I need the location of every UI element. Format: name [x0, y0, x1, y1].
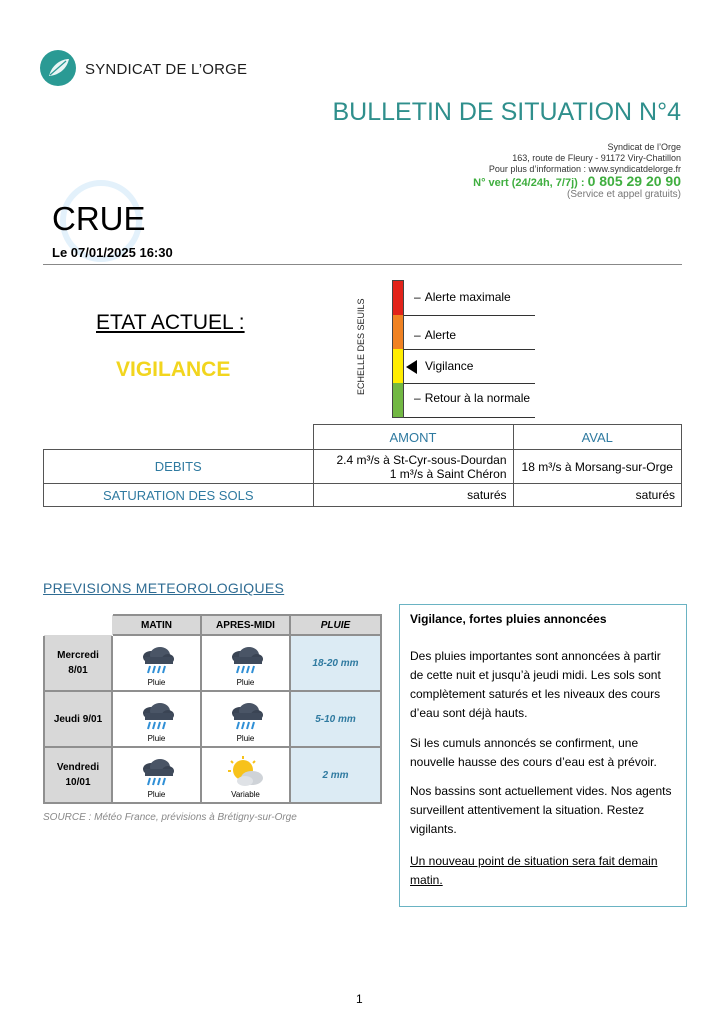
rain-cloud-icon: [228, 702, 264, 732]
day-label: Mercredi 8/01: [44, 635, 112, 691]
amont-saturation-cell: saturés: [313, 484, 513, 507]
green-number-label: N° vert (24/24h, 7/7j) :: [473, 177, 585, 189]
empty-cell: [44, 425, 314, 450]
empty-cell: [44, 615, 112, 635]
scale-label: ECHELLE DES SEUILS: [356, 298, 366, 395]
level-label-alerte-maximale: – Alerte maximale: [414, 290, 511, 304]
rain-cloud-icon: [139, 646, 175, 676]
bulletin-date: Le 07/01/2025 16:30: [52, 245, 173, 260]
address-line: Syndicat de l’Orge: [607, 142, 681, 152]
info-paragraph: Nos bassins sont actuellement vides. Nos agents surveillent attentivement la situation. Restez vigilants.: [410, 784, 672, 836]
info-paragraph-next-update: Un nouveau point de situation sera fait demain matin.: [410, 854, 658, 887]
flow-table: [43, 424, 682, 507]
level-label-vigilance: Vigilance: [425, 359, 474, 373]
org-name: SYNDICAT DE L’ORGE: [85, 61, 248, 78]
forecast-row: [44, 747, 381, 803]
afternoon-cell: [201, 635, 290, 691]
rain-amount: 18-20 mm: [290, 635, 381, 691]
amont-debits-cell: [313, 450, 513, 484]
rain-cloud-icon: [139, 758, 175, 788]
rain-amount: 5-10 mm: [290, 691, 381, 747]
level-label-alerte: – Alerte: [414, 328, 457, 342]
info-paragraph: Si les cumuls annoncés se confirment, une nouvelle hausse des cours d’eau est à prévoir.: [410, 736, 657, 769]
forecast-section-title: PREVISIONS METEOROLOGIQUES: [43, 580, 285, 596]
current-level-pointer-icon: [406, 360, 417, 374]
condition-label: Pluie: [236, 678, 255, 687]
condition-label: Variable: [231, 790, 260, 799]
info-box-title: Vigilance, fortes pluies annoncées: [410, 612, 607, 626]
day-label: Jeudi 9/01: [44, 691, 112, 747]
status-title: ETAT ACTUEL :: [96, 311, 245, 334]
crue-title: CRUE: [52, 200, 146, 237]
level-bar-frame: [392, 280, 404, 418]
rain-cloud-icon: [139, 702, 175, 732]
green-number-line: [473, 173, 681, 189]
level-label-retour-normale: – Retour à la normale: [414, 391, 531, 405]
page-number: 1: [356, 992, 363, 1006]
level-divider: [404, 417, 535, 418]
column-header-amont: AMONT: [313, 425, 513, 450]
condition-label: Pluie: [147, 790, 166, 799]
bulletin-title: BULLETIN DE SITUATION N°4: [332, 98, 681, 126]
level-divider: [404, 315, 535, 316]
morning-cell: [112, 691, 201, 747]
address-line: Pour plus d’information : www.syndicatdelorge.fr: [488, 164, 681, 174]
morning-cell: [112, 635, 201, 691]
level-divider: [404, 349, 535, 350]
column-header-aval: AVAL: [513, 425, 682, 450]
amont-debits-line: 2.4 m³/s à St-Cyr-sous-Dourdan: [336, 452, 507, 467]
condition-label: Pluie: [147, 734, 166, 743]
afternoon-cell: [201, 747, 290, 803]
sun-cloud-icon: [226, 756, 266, 788]
forecast-table: [43, 614, 382, 804]
info-paragraph: Des pluies importantes sont annoncées à partir de cette nuit et jusqu’à jeudi midi. Les sols sont complètement saturés et les niveaux des cours d’eau sont déjà hauts.: [410, 649, 661, 720]
forecast-source: SOURCE : Météo France, prévisions à Brétigny-sur-Orge: [43, 812, 297, 823]
forecast-row: [44, 635, 381, 691]
level-divider: [404, 383, 535, 384]
address-line: 163, route de Fleury - 91172 Viry-Chatillon: [512, 153, 681, 163]
aval-debits-cell: 18 m³/s à Morsang-sur-Orge: [513, 450, 682, 484]
afternoon-cell: [201, 691, 290, 747]
green-phone-number[interactable]: 0 805 29 20 90: [587, 173, 681, 189]
condition-label: Pluie: [236, 734, 255, 743]
day-label: Vendredi 10/01: [44, 747, 112, 803]
aval-saturation-cell: saturés: [513, 484, 682, 507]
column-header-matin: MATIN: [112, 615, 201, 635]
row-label-debits: DEBITS: [44, 450, 314, 484]
column-header-pluie: PLUIE: [290, 615, 381, 635]
row-label-saturation: SATURATION DES SOLS: [44, 484, 314, 507]
morning-cell: [112, 747, 201, 803]
forecast-row: [44, 691, 381, 747]
logo-icon: [40, 50, 76, 86]
divider: [43, 264, 682, 265]
rain-amount: 2 mm: [290, 747, 381, 803]
column-header-apres-midi: APRES-MIDI: [201, 615, 290, 635]
status-level: VIGILANCE: [116, 358, 231, 381]
rain-cloud-icon: [228, 646, 264, 676]
condition-label: Pluie: [147, 678, 166, 687]
amont-debits-line: 1 m³/s à Saint Chéron: [389, 466, 507, 481]
free-call-note: (Service et appel gratuits): [567, 189, 681, 200]
